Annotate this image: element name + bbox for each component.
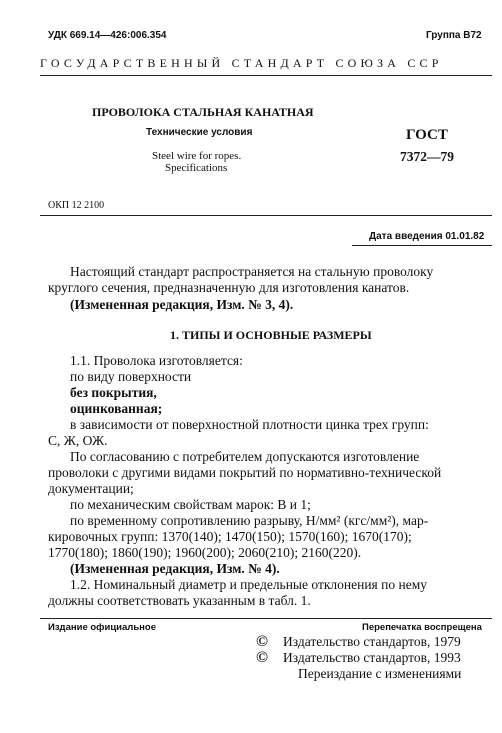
- document-subtitle: Технические условия: [146, 127, 253, 138]
- zinc-coated: оцинкованная;: [70, 401, 163, 416]
- zinc-density-line1: в зависимости от поверхностной плотности цинка трех групп:: [70, 417, 429, 432]
- agreement-line3: документации;: [48, 481, 134, 496]
- group-code: Группа В72: [426, 30, 482, 41]
- udc-code: УДК 669.14—426:006.354: [48, 30, 167, 41]
- english-title-line2: Specifications: [165, 162, 228, 174]
- tensile-line3: 1770(180); 1860(190); 1960(200); 2060(210); 2160(220).: [48, 545, 362, 560]
- reprint-prohibited: Перепечатка воспрещена: [362, 622, 482, 633]
- okp-code: ОКП 12 2100: [48, 200, 105, 211]
- footer-divider: [40, 618, 492, 619]
- section-heading: 1. ТИПЫ И ОСНОВНЫЕ РАЗМЕРЫ: [170, 328, 372, 342]
- introduction-date: Дата введения 01.01.82: [369, 231, 485, 242]
- date-underline: [352, 245, 492, 246]
- agreement-line2: проволоки с другими видами покрытий по нормативно-технической: [48, 465, 442, 480]
- gost-label: ГОСТ: [406, 127, 448, 143]
- intro-line1: Настоящий стандарт распространяется на стальную проволоку: [70, 264, 434, 279]
- english-title-line1: Steel wire for ropes.: [152, 150, 242, 162]
- document-title: ПРОВОЛОКА СТАЛЬНАЯ КАНАТНАЯ: [92, 105, 314, 119]
- header-divider: [40, 75, 492, 76]
- tensile-line1: по временному сопротивлению разрыву, Н/мм² (кгс/мм²), мар-: [70, 513, 429, 528]
- gost-number: 7372—79: [400, 149, 454, 164]
- copyright-icon: ©: [256, 649, 268, 666]
- no-coating: без покрытия,: [70, 385, 157, 400]
- state-standard-banner: ГОСУДАРСТВЕННЫЙ СТАНДАРТ СОЮЗА ССР: [40, 56, 443, 70]
- surface-type: по виду поверхности: [70, 369, 192, 384]
- intro-amendment: (Измененная редакция, Изм. № 3, 4).: [70, 297, 294, 312]
- title-divider: [40, 215, 492, 216]
- agreement-line1: По согласованию с потребителем допускаются изготовление: [70, 449, 420, 464]
- copyright-icon: ©: [256, 633, 268, 650]
- intro-line2: круглого сечения, предназначенную для изготовления канатов.: [48, 280, 410, 295]
- mechanical-grades: по механическим свойствам марок: В и 1;: [70, 497, 311, 512]
- clause-1-2-line2: должны соответствовать указанным в табл. 1.: [48, 593, 311, 608]
- official-edition: Издание официальное: [48, 622, 156, 633]
- amendment-4: (Измененная редакция, Изм. № 4).: [70, 561, 280, 576]
- clause-1-2-line1: 1.2. Номинальный диаметр и предельные отклонения по нему: [70, 577, 427, 592]
- reissue-note: Переиздание с изменениями: [298, 666, 462, 681]
- tensile-line2: кировочных групп: 1370(140); 1470(150); 1570(160); 1670(170);: [48, 529, 412, 544]
- zinc-density-line2: С, Ж, ОЖ.: [48, 433, 108, 448]
- publisher-1993: Издательство стандартов, 1993: [283, 650, 461, 665]
- publisher-1979: Издательство стандартов, 1979: [283, 634, 461, 649]
- clause-1-1: 1.1. Проволока изготовляется:: [70, 353, 243, 368]
